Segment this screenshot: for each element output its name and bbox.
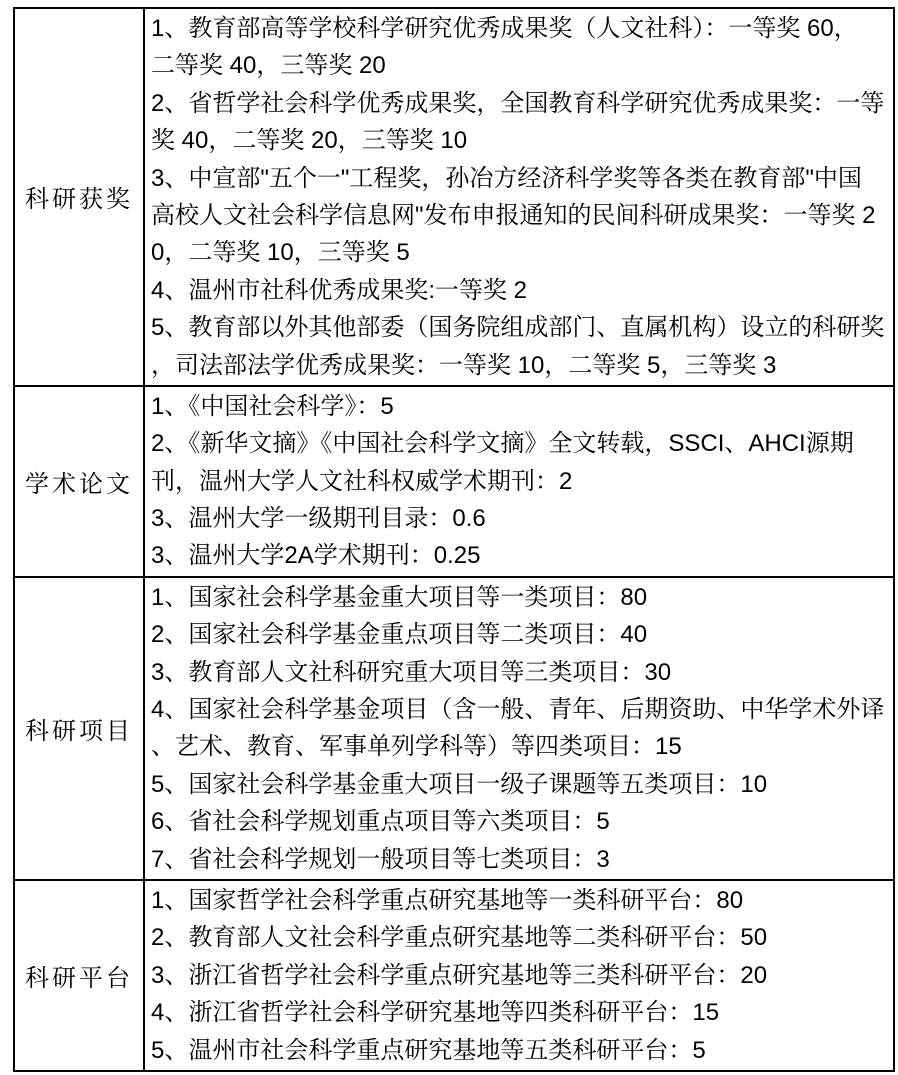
criteria-line: 5、温州市社会科学重点研究基地等五类科研平台：5 xyxy=(151,1036,706,1064)
criteria-line: 奖 40，二等奖 20，三等奖 10 xyxy=(151,127,468,155)
criteria-line: 1、《中国社会科学》：5 xyxy=(151,392,394,420)
category-label-text: 科研获奖 xyxy=(25,186,133,214)
criteria-line: 1、教育部高等学校科学研究优秀成果奖（人文社科）：一等奖 60， xyxy=(151,15,858,42)
criteria-line: 刊，温州大学人文社科权威学术期刊：2 xyxy=(151,467,573,495)
criteria-line: 1、国家社会科学基金重大项目等一类项目：80 xyxy=(151,583,648,611)
criteria-line: 3、温州大学2A学术期刊：0.25 xyxy=(151,542,481,570)
category-label-academic-papers xyxy=(14,386,144,577)
criteria-line: 2、《新华文摘》《中国社会科学文摘》全文转载，SSCI、AHCI源期 xyxy=(151,430,854,458)
category-label-research-projects xyxy=(14,577,144,880)
table-row-academic-papers xyxy=(14,386,894,577)
category-label-text: 科研平台 xyxy=(25,964,133,992)
table-row-research-projects xyxy=(14,577,894,880)
criteria-line: 4、浙江省哲学社会科学研究基地等四类科研平台：15 xyxy=(151,999,720,1027)
criteria-line: 6、省社会科学规划重点项目等六类项目：5 xyxy=(151,808,610,836)
criteria-line: 5、国家社会科学基金重大项目一级子课题等五类项目：10 xyxy=(151,770,768,798)
criteria-line: 3、浙江省哲学社会科学重点研究基地等三类科研平台：20 xyxy=(151,961,768,989)
criteria-line: 2、国家社会科学基金重点项目等二类项目：40 xyxy=(151,621,648,649)
criteria-cell-research-projects xyxy=(144,577,894,880)
category-label-text: 科研项目 xyxy=(25,717,133,745)
table-row-research-awards xyxy=(14,8,894,386)
criteria-line: 4、国家社会科学基金项目（含一般、青年、后期资助、中华学术外译 xyxy=(151,696,885,724)
criteria-line: 4、温州市社科优秀成果奖:一等奖 2 xyxy=(151,276,528,304)
criteria-line: 3、教育部人文社科研究重大项目等三类项目：30 xyxy=(151,658,672,686)
criteria-line: 0，二等奖 10，三等奖 5 xyxy=(151,239,410,267)
criteria-line: 5、教育部以外其他部委（国务院组成部门、直属机构）设立的科研奖 xyxy=(151,314,885,342)
category-label-research-awards xyxy=(14,8,144,386)
criteria-line: 2、教育部人文社会科学重点研究基地等二类科研平台：50 xyxy=(151,924,768,952)
category-label-research-platforms xyxy=(14,880,144,1071)
criteria-line: 3、中宣部"五个一"工程奖，孙冶方经济科学奖等各类在教育部"中国 xyxy=(151,164,862,192)
criteria-cell-research-platforms xyxy=(144,880,894,1071)
criteria-line: 二等奖 40，三等奖 20 xyxy=(151,52,386,80)
category-label-text: 学术论文 xyxy=(25,470,133,498)
table-row-research-platforms xyxy=(14,880,894,1071)
criteria-line: 、艺术、教育、军事单列学科等）等四类项目：15 xyxy=(151,733,682,761)
criteria-cell-academic-papers xyxy=(144,386,894,577)
criteria-line: ，司法部法学优秀成果奖：一等奖 10，二等奖 5，三等奖 3 xyxy=(151,351,777,379)
criteria-line: 7、省社会科学规划一般项目等七类项目：3 xyxy=(151,845,610,873)
criteria-line: 高校人文社会科学信息网"发布申报通知的民间科研成果奖：一等奖 2 xyxy=(151,201,876,229)
criteria-line: 3、温州大学一级期刊目录：0.6 xyxy=(151,505,486,533)
criteria-line: 1、国家哲学社会科学重点研究基地等一类科研平台：80 xyxy=(151,886,744,914)
criteria-cell-research-awards xyxy=(144,8,894,386)
research-scoring-table xyxy=(13,7,895,1072)
criteria-line: 2、省哲学社会科学优秀成果奖，全国教育科学研究优秀成果奖：一等 xyxy=(151,89,885,117)
